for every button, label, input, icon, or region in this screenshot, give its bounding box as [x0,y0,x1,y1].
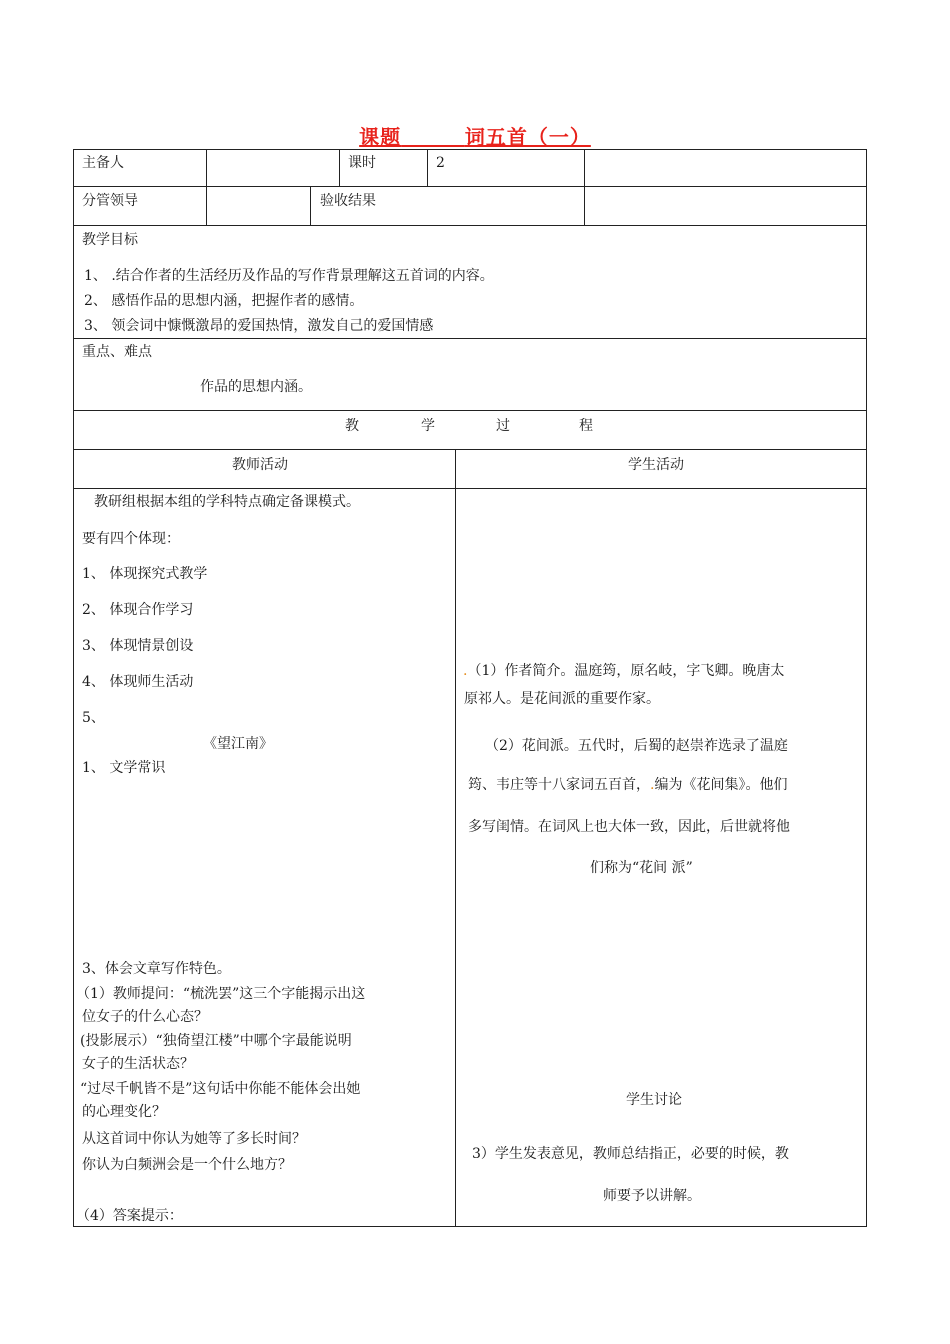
teacher-point: 3、 体现情景创设 [82,638,194,654]
teacher-column-header: 教师活动 [232,457,288,473]
school-line: 们称为“花间 派” [590,860,693,876]
col-divider [584,149,585,186]
keypoints-heading: 重点、难点 [82,344,152,360]
goal-item: 2、 感悟作品的思想内涵，把握作者的感情。 [84,293,364,309]
literature-heading: 1、 文学常识 [82,760,166,776]
col-divider [339,149,340,186]
col-divider [455,449,456,1226]
col-divider [206,149,207,186]
teacher-point: 1、 体现探究式教学 [82,566,208,582]
lead-label: 主备人 [82,155,124,171]
row-divider [73,338,867,339]
student-text [463,662,784,680]
lesson-title [0,121,950,150]
discussion-label: 学生讨论 [626,1092,682,1108]
col-divider [427,149,428,186]
teacher-point: 5、 [82,710,105,726]
col-divider [310,186,311,225]
feedback-line: 3）学生发表意见，教师总结指正，必要的时候，教 [472,1146,789,1162]
goal-item: 3、 领会词中慷慨激昂的爱国热情，激发自己的爱国情感 [84,318,434,334]
row-divider [73,449,867,450]
question-line: 位女子的什么心态？ [82,1009,208,1025]
process-char: 过 [496,418,510,434]
table-border-top [73,149,867,150]
row-divider [73,225,867,226]
author-line: （1）作者简介。温庭筠，原名岐，字飞卿。晚唐太 [467,663,785,679]
row-divider [73,488,867,489]
process-char: 学 [421,418,435,434]
col-divider [206,186,207,225]
author-line: 原祁人。是花间派的重要作家。 [464,691,660,707]
answer-hint: （4）答案提示： [76,1208,183,1224]
process-char: 程 [579,418,593,434]
table-border-left [73,149,74,1227]
teacher-point: 4、 体现师生活动 [82,674,194,690]
question-line: 女子的生活状态？ [82,1056,194,1072]
result-label: 验收结果 [320,193,376,209]
col-divider [584,186,585,225]
row-divider [73,410,867,411]
question-line: 从这首词中你认为她等了多长时间？ [82,1131,306,1147]
process-char: 教 [345,418,359,434]
school-line: 筠、韦庄等十八家词五百首， [468,777,650,793]
hours-label: 课时 [348,155,376,171]
highlight-mark: . [463,663,468,679]
teacher-point: 2、 体现合作学习 [82,602,194,618]
goal-item: 1、 .结合作者的生活经历及作品的写作背景理解这五首词的内容。 [84,268,494,284]
keypoints-content: 作品的思想内涵。 [200,379,312,395]
step3-heading: 3、体会文章写作特色。 [82,961,231,977]
question-line: 的心理变化？ [82,1104,166,1120]
question-line: （1）教师提问：“梳洗罢”这三个字能揭示出这 [76,986,366,1002]
school-line: （2）花间派。五代时，后蜀的赵崇祚选录了温庭 [485,738,788,754]
hours-value: 2 [436,155,445,171]
feedback-line: 师要予以讲解。 [603,1188,701,1204]
teacher-four-intro: 要有四个体现： [82,531,180,547]
table-border-bottom [73,1226,867,1227]
reviewer-label: 分管领导 [82,193,138,209]
table-border-right [866,149,867,1227]
row-divider [73,186,867,187]
title-gap [401,125,465,149]
student-column-header: 学生活动 [628,457,684,473]
poem-title: 《望江南》 [203,736,273,752]
school-line: 多写闺情。在词风上也大体一致，因此，后世就将他 [468,819,790,835]
question-line: “过尽千帆皆不是”这句话中你能不能体会出她 [80,1081,361,1097]
question-line: 你认为白频洲会是一个什么地方？ [82,1157,292,1173]
teacher-intro: 教研组根据本组的学科特点确定备课模式。 [94,494,360,510]
title-prefix: 课题 [359,125,402,149]
title-name: 词五首（一） [464,125,591,149]
goals-heading: 教学目标 [82,232,138,248]
student-text [468,776,787,794]
highlight-mark: . [650,777,655,793]
question-line: (投影展示）“独倚望江楼”中哪个字最能说明 [80,1033,352,1049]
school-line: 编为《花间集》。他们 [654,777,788,793]
